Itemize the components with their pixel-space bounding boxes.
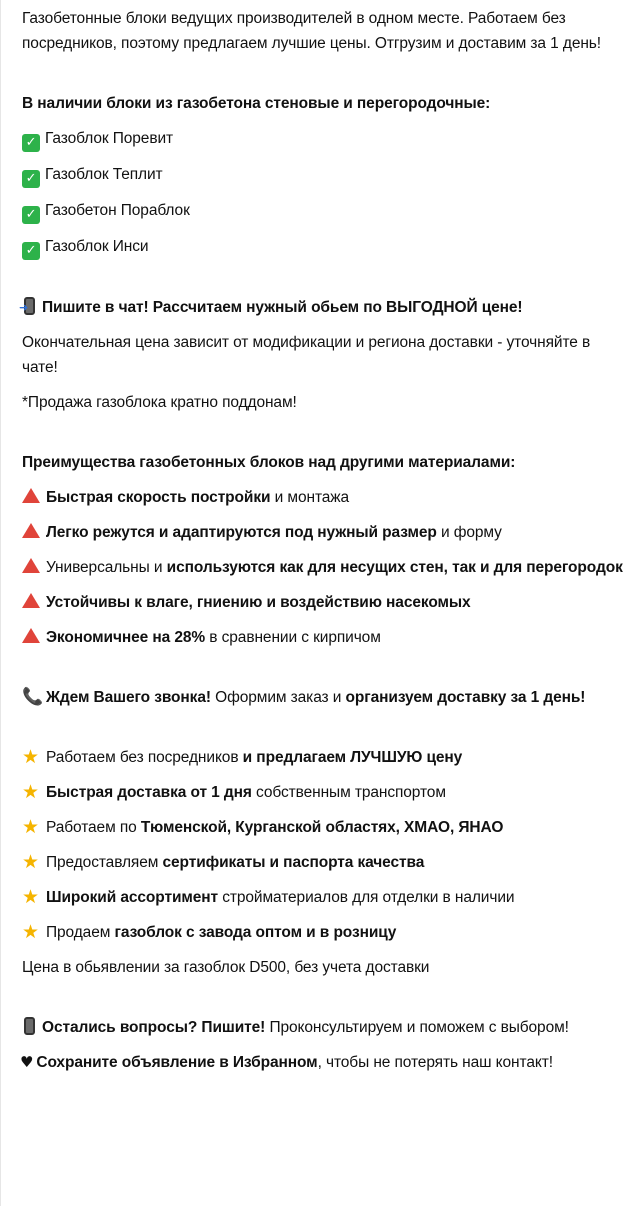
heart-icon: ♥ (20, 1053, 34, 1071)
benefit-item: ★ Быстрая доставка от 1 дня собственным транспортом (22, 781, 446, 803)
mobile-phone-icon (24, 1017, 35, 1035)
left-border (0, 0, 1, 1206)
benefit-item: ★ Работаем по Тюменской, Курганской областях, ХМАО, ЯНАО (22, 816, 504, 838)
advantage-item: Устойчивы к влаге, гниению и воздействию насекомых (22, 590, 628, 615)
call-line: 📞 Ждем Вашего звонка! Оформим заказ и организуем доставку за 1 день! (22, 685, 628, 710)
benefit-item: ★ Широкий ассортимент стройматериалов для отделки в наличии (22, 886, 515, 908)
red-triangle-icon (22, 558, 40, 573)
telephone-icon: 📞 (22, 687, 44, 707)
star-icon: ★ (22, 746, 39, 768)
chat-heading: ➜ Пишите в чат! Рассчитаем нужный обьем по ВЫГОДНОЙ цене! (19, 299, 523, 316)
star-icon: ★ (22, 921, 39, 943)
red-triangle-icon (22, 628, 40, 643)
description-text (19, 6, 628, 1075)
check-icon: ✓ (22, 170, 40, 188)
stock-item: ✓ Газоблок Поревит (22, 126, 628, 152)
benefit-item: ★ Продаем газоблок с завода оптом и в розницу (22, 921, 397, 943)
red-triangle-icon (22, 523, 40, 538)
check-icon: ✓ (22, 242, 40, 260)
stock-item: ✓ Газоблок Теплит (22, 162, 628, 188)
benefit-item: ★ Предоставляем сертификаты и паспорта качества (22, 851, 425, 873)
stock-item: ✓ Газобетон Пораблок (22, 198, 628, 224)
advantage-item: Быстрая скорость постройки и монтажа (22, 485, 628, 510)
stock-heading: В наличии блоки из газобетона стеновые и перегородочные: (22, 95, 491, 112)
favorite-line: ♥ Сохраните объявление в Избранном, чтобы не потерять наш контакт! (20, 1050, 628, 1075)
advantage-item: Универсальны и используются как для несущих стен, так и для перегородок (22, 555, 628, 580)
questions-line: Остались вопросы? Пишите! Проконсультируем и поможем с выбором! (22, 1015, 628, 1040)
advantage-item: Легко режутся и адаптируются под нужный размер и форму (22, 520, 628, 545)
star-icon: ★ (22, 851, 39, 873)
price-note-chat: Окончательная цена зависит от модификации и региона доставки - уточняйте в чате! (22, 334, 591, 376)
pallet-note: *Продажа газоблока кратно поддонам! (22, 394, 297, 411)
check-icon: ✓ (22, 134, 40, 152)
advantage-item: Экономичнее на 28% в сравнении с кирпичом (22, 625, 628, 650)
star-icon: ★ (22, 886, 39, 908)
stock-item: ✓ Газоблок Инси (22, 234, 628, 260)
red-triangle-icon (22, 593, 40, 608)
intro-paragraph: Газобетонные блоки ведущих производителей в одном месте. Работаем без посредников, поэтому предлагаем лучшие цены. Отгрузим и доставим за 1 день! (22, 10, 601, 52)
benefit-item: ★ Работаем без посредников и предлагаем ЛУЧШУЮ цену (22, 746, 463, 768)
check-icon: ✓ (22, 206, 40, 224)
red-triangle-icon (22, 488, 40, 503)
star-icon: ★ (22, 816, 39, 838)
price-note: Цена в обьявлении за газоблок D500, без учета доставки (22, 959, 430, 976)
mobile-phone-icon: ➜ (24, 297, 35, 315)
star-icon: ★ (22, 781, 39, 803)
advantages-heading: Преимущества газобетонных блоков над другими материалами: (22, 454, 516, 471)
